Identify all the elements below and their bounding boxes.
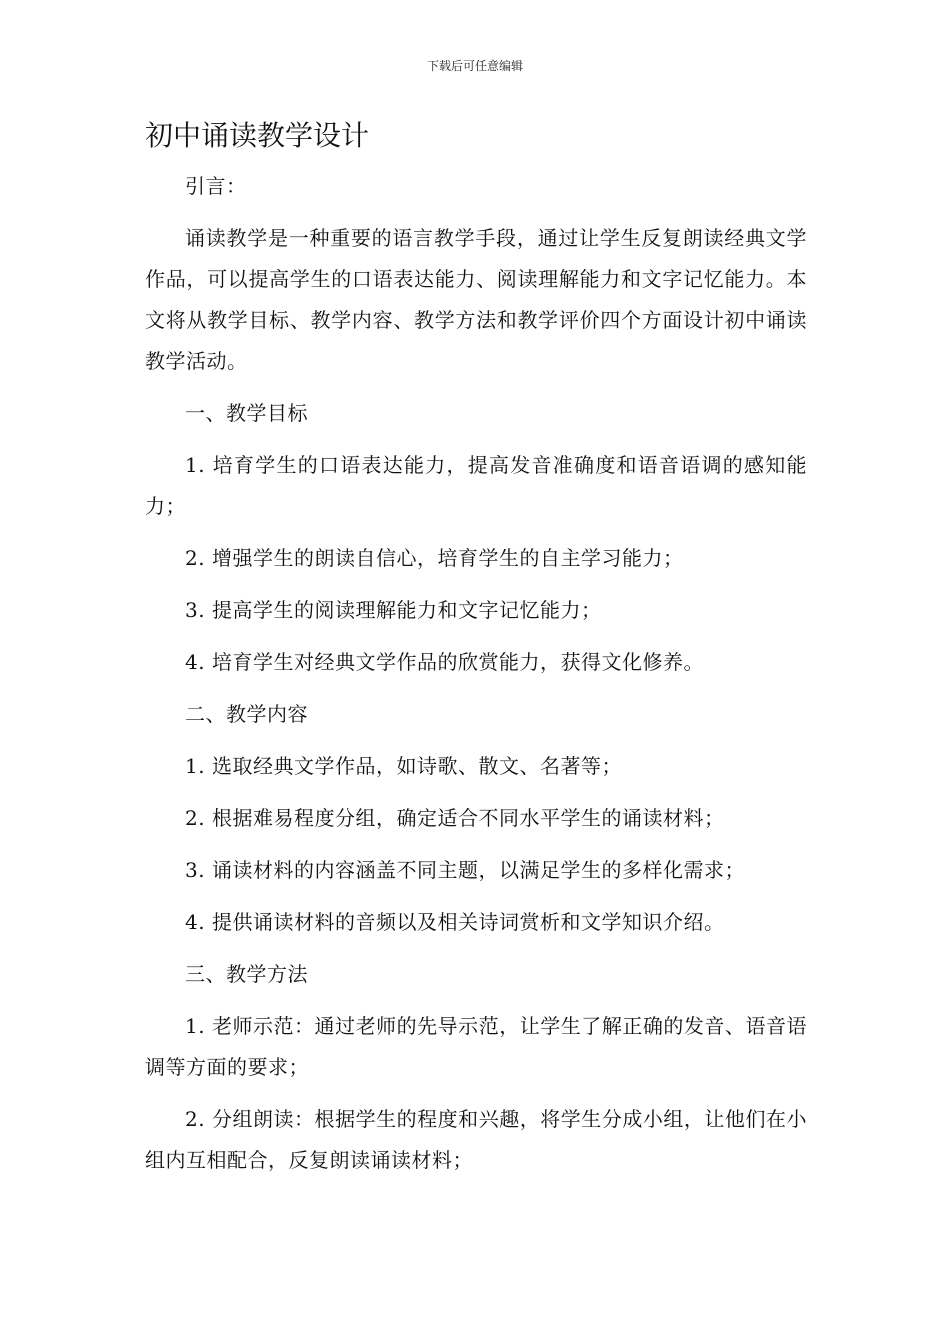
page-header: 下载后可任意编辑 (426, 59, 523, 73)
list-item: 3. 诵读材料的内容涵盖不同主题，以满足学生的多样化需求； (185, 858, 745, 882)
list-item: 3. 提高学生的阅读理解能力和文字记忆能力； (185, 598, 602, 622)
list-item: 1. 老师示范：通过老师的先导示范，让学生了解正确的发音、语音语调等方面的要求； (145, 1014, 807, 1079)
intro-label: 引言： (185, 174, 247, 198)
intro-paragraph: 诵读教学是一种重要的语言教学手段，通过让学生反复朗读经典文学作品，可以提高学生的口语表达能力、阅读理解能力和文字记忆能力。本文将从教学目标、教学内容、教学方法和教学评价四个方面设计初中诵读教学活动。 (145, 226, 807, 373)
section-heading-content: 二、教学内容 (185, 702, 308, 726)
list-item: 2. 分组朗读：根据学生的程度和兴趣，将学生分成小组，让他们在小组内互相配合，反复朗读诵读材料； (145, 1107, 807, 1172)
list-item: 4. 提供诵读材料的音频以及相关诗词赏析和文学知识介绍。 (185, 910, 725, 934)
document-title: 初中诵读教学设计 (145, 119, 370, 152)
document-body (145, 166, 807, 1192)
list-item: 2. 增强学生的朗读自信心，培育学生的自主学习能力； (185, 546, 684, 570)
list-item: 2. 根据难易程度分组，确定适合不同水平学生的诵读材料； (185, 806, 725, 830)
list-item: 4. 培育学生对经典文学作品的欣赏能力，获得文化修养。 (185, 650, 704, 674)
list-item: 1. 培育学生的口语表达能力，提高发音准确度和语音语调的感知能力； (145, 453, 807, 518)
section-heading-methods: 三、教学方法 (185, 962, 308, 986)
list-item: 1. 选取经典文学作品，如诗歌、散文、名著等； (185, 754, 622, 778)
section-heading-objectives: 一、教学目标 (185, 401, 308, 425)
